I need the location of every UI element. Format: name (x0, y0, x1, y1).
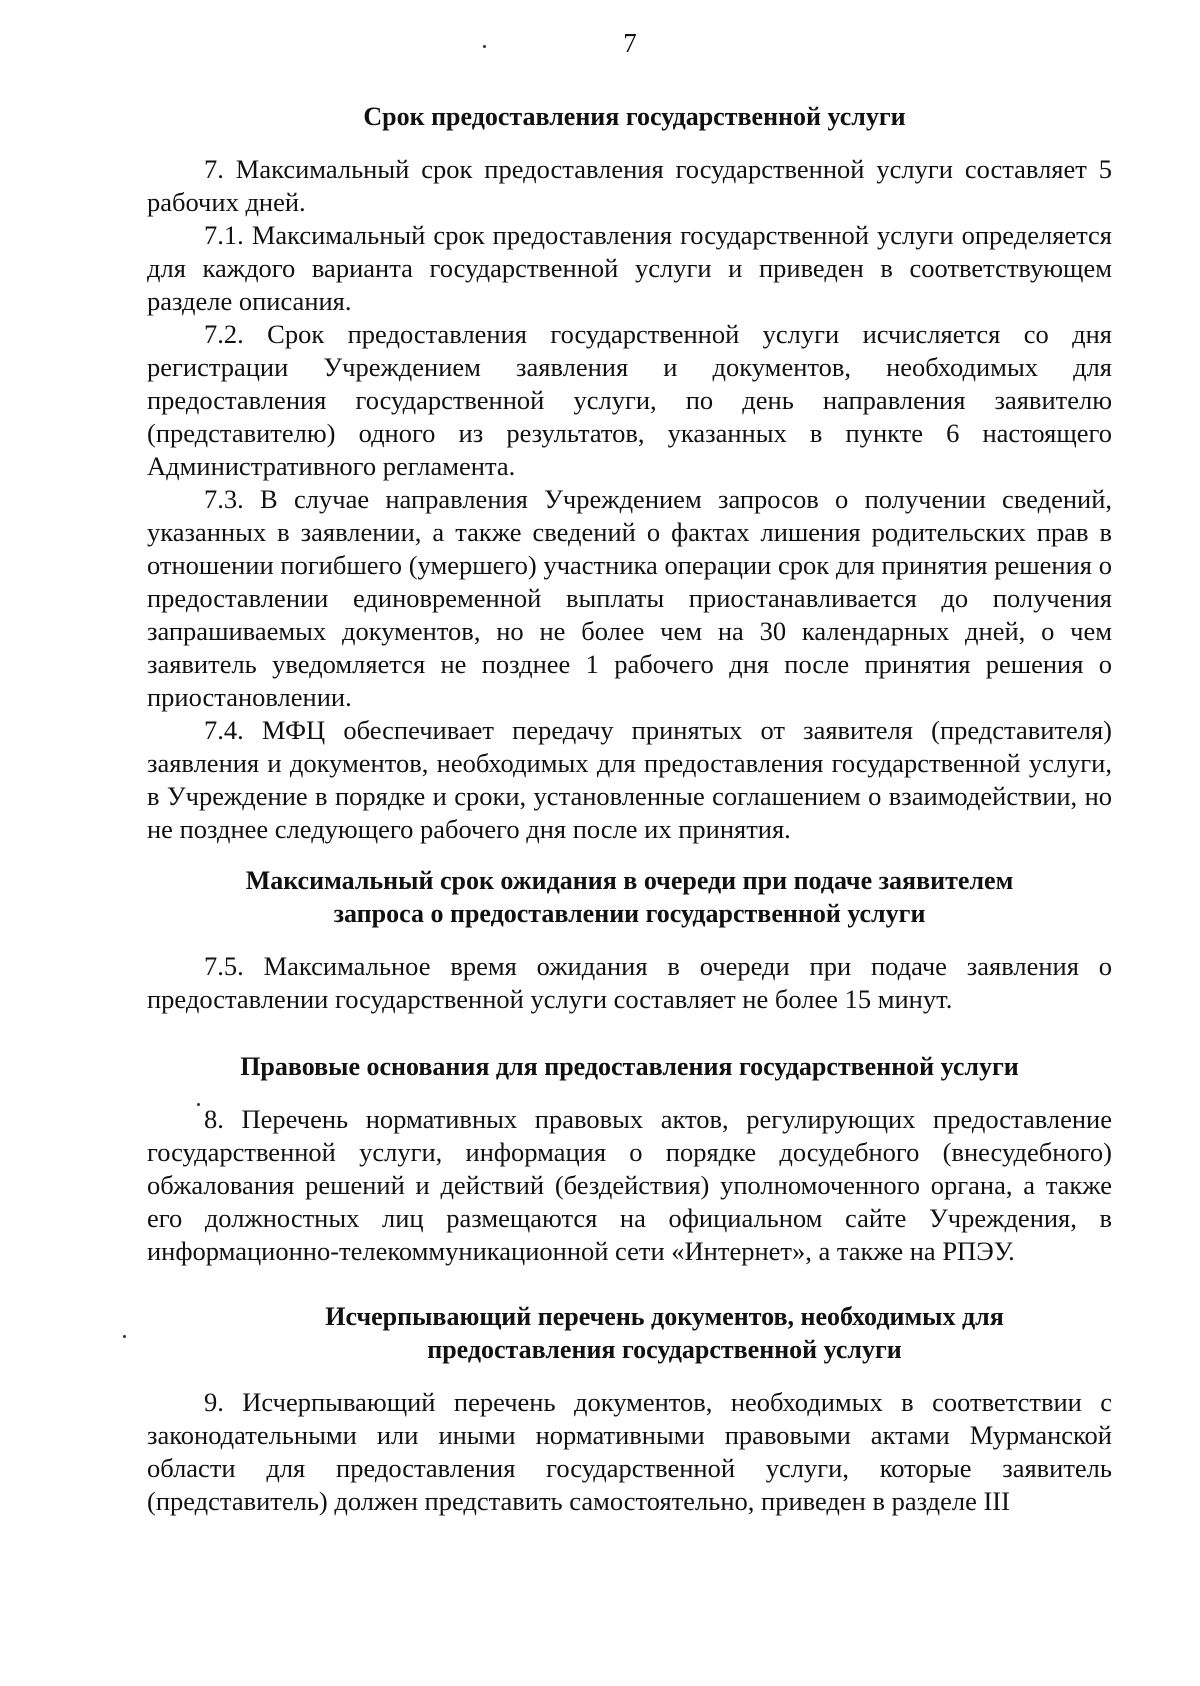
document-body (147, 100, 1112, 1518)
section-heading: Правовые основания для предоставления государственной услуги (240, 1052, 1019, 1081)
scan-speck (123, 1335, 126, 1338)
section-heading: Срок предоставления государственной услуги (363, 102, 906, 131)
section-queue (147, 864, 1112, 1016)
section-term (147, 100, 1112, 846)
section-heading-line: запроса о предоставлении государственной услуги (333, 899, 926, 928)
page-number: 7 (623, 28, 637, 58)
paragraph-7-2: 7.2. Срок предоставления государственной услуги исчисляется со дня регистрации Учреждением заявления и документов, необходимых для предоставления государственной услуги, по день направления заявителю (представителю) одного из результатов, указанных в пункте 6 настоящего Административного регламента. (147, 319, 1112, 481)
paragraph-7-3: 7.3. В случае направления Учреждением запросов о получении сведений, указанных в заявлении, а также сведений о фактах лишения родительских прав в отношении погибшего (умершего) участника операции срок для принятия решения о предоставлении единовременной выплаты приостанавливается до получения запрашиваемых документов, но не более чем на 30 календарных дней, о чем заявитель уведомляется не позднее 1 рабочего дня после принятия решения о приостановлении. (147, 484, 1112, 712)
section-heading-line: Максимальный срок ожидания в очереди при подаче заявителем (245, 866, 1014, 895)
paragraph-7-4: 7.4. МФЦ обеспечивает передачу принятых от заявителя (представителя) заявления и документов, необходимых для предоставления государственной услуги, в Учреждение в порядке и сроки, установленные соглашением о взаимодействии, но не позднее следующего рабочего дня после их принятия. (147, 715, 1112, 844)
section-heading-line: Исчерпывающий перечень документов, необходимых для (325, 1302, 1004, 1331)
paragraph-7: 7. Максимальный срок предоставления государственной услуги составляет 5 рабочих дней. (147, 154, 1112, 217)
section-heading-line: предоставления государственной услуги (427, 1335, 902, 1364)
section-documents (147, 1300, 1112, 1518)
paragraph-9: 9. Исчерпывающий перечень документов, необходимых в соответствии с законодательными или иными нормативными правовыми актами Мурманской области для предоставления государственной услуги, которые заявитель (представитель) должен представить самостоятельно, приведен в разделе III (147, 1387, 1112, 1516)
paragraph-8: 8. Перечень нормативных правовых актов, регулирующих предоставление государственной услуги, информация о порядке досудебного (внесудебного) обжалования решений и действий (бездействия) уполномоченного органа, а также его должностных лиц размещаются на официальном сайте Учреждения, в информационно-телекоммуникационной сети «Интернет», а также на РПЭУ. (147, 1104, 1112, 1266)
paragraph-7-1: 7.1. Максимальный срок предоставления государственной услуги определяется для каждого варианта государственной услуги и приведен в соответствующем разделе описания. (147, 220, 1112, 316)
paragraph-7-5: 7.5. Максимальное время ожидания в очереди при подаче заявления о предоставлении государственной услуги составляет не более 15 минут. (147, 951, 1112, 1014)
section-legal-basis (147, 1050, 1112, 1268)
